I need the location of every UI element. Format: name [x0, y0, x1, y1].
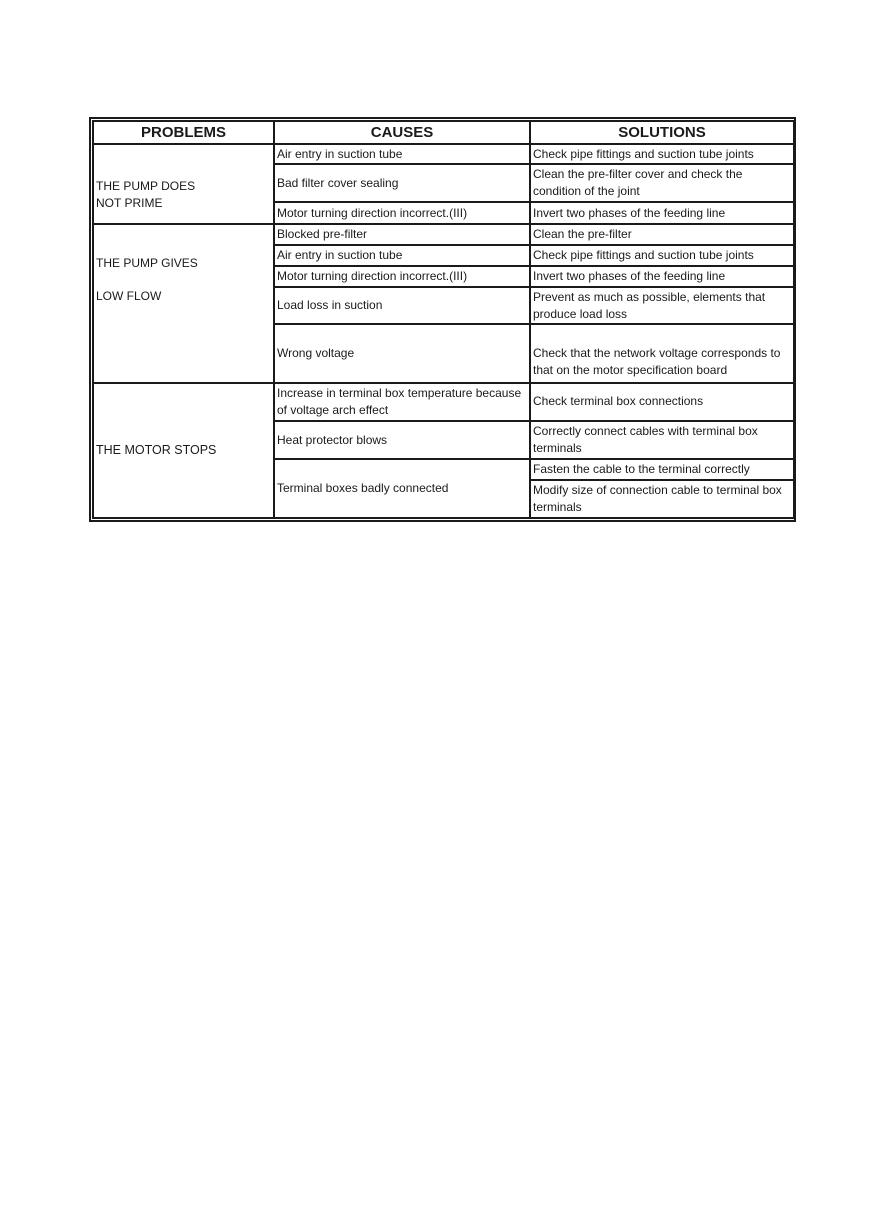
- table-header-row: [93, 121, 794, 144]
- cause-cell: Load loss in suction: [274, 287, 530, 324]
- solution-cell: Check terminal box connections: [530, 383, 794, 421]
- solution-cell: Invert two phases of the feeding line: [530, 266, 794, 287]
- troubleshooting-table-frame: [89, 117, 796, 522]
- cause-cell: Heat protector blows: [274, 421, 530, 459]
- header-causes: CAUSES: [274, 121, 530, 144]
- problem-line: THE MOTOR STOPS: [96, 442, 217, 457]
- cause-cell: Air entry in suction tube: [274, 245, 530, 266]
- solution-cell: Clean the pre-filter: [530, 224, 794, 245]
- solution-cell: Check pipe fittings and suction tube joints: [530, 245, 794, 266]
- cause-cell: Motor turning direction incorrect.(III): [274, 202, 530, 223]
- solution-cell: Correctly connect cables with terminal box terminals: [530, 421, 794, 459]
- problem-motor-stops: [93, 383, 274, 518]
- troubleshooting-table: [92, 120, 795, 519]
- cause-cell: Bad filter cover sealing: [274, 164, 530, 202]
- solution-cell: Clean the pre-filter cover and check the condition of the joint: [530, 164, 794, 202]
- cause-cell: Air entry in suction tube: [274, 144, 530, 164]
- cause-cell: Increase in terminal box temperature because of voltage arch effect: [274, 383, 530, 421]
- header-solutions: SOLUTIONS: [530, 121, 794, 144]
- problem-pump-does-not-prime: [93, 144, 274, 224]
- cause-cell: Terminal boxes badly connected: [274, 459, 530, 518]
- problem-line: THE PUMP GIVES: [96, 256, 198, 271]
- table-row: [93, 224, 794, 245]
- problem-pump-gives-low-flow: [93, 224, 274, 383]
- cause-cell: Blocked pre-filter: [274, 224, 530, 245]
- header-problems: PROBLEMS: [93, 121, 274, 144]
- table-row: [93, 383, 794, 421]
- problem-line: NOT PRIME: [96, 195, 163, 210]
- cause-cell: Motor turning direction incorrect.(III): [274, 266, 530, 287]
- cause-cell: Wrong voltage: [274, 324, 530, 382]
- problem-line: THE PUMP DOES: [96, 178, 196, 193]
- table-row: [93, 144, 794, 164]
- solution-cell: Check pipe fittings and suction tube joints: [530, 144, 794, 164]
- solution-cell: Prevent as much as possible, elements that produce load loss: [530, 287, 794, 324]
- solution-cell: Invert two phases of the feeding line: [530, 202, 794, 223]
- solution-cell: Check that the network voltage corresponds to that on the motor specification board: [530, 324, 794, 382]
- solution-cell: Modify size of connection cable to terminal box terminals: [530, 480, 794, 518]
- solution-cell: Fasten the cable to the terminal correctly: [530, 459, 794, 479]
- problem-line: LOW FLOW: [96, 289, 162, 304]
